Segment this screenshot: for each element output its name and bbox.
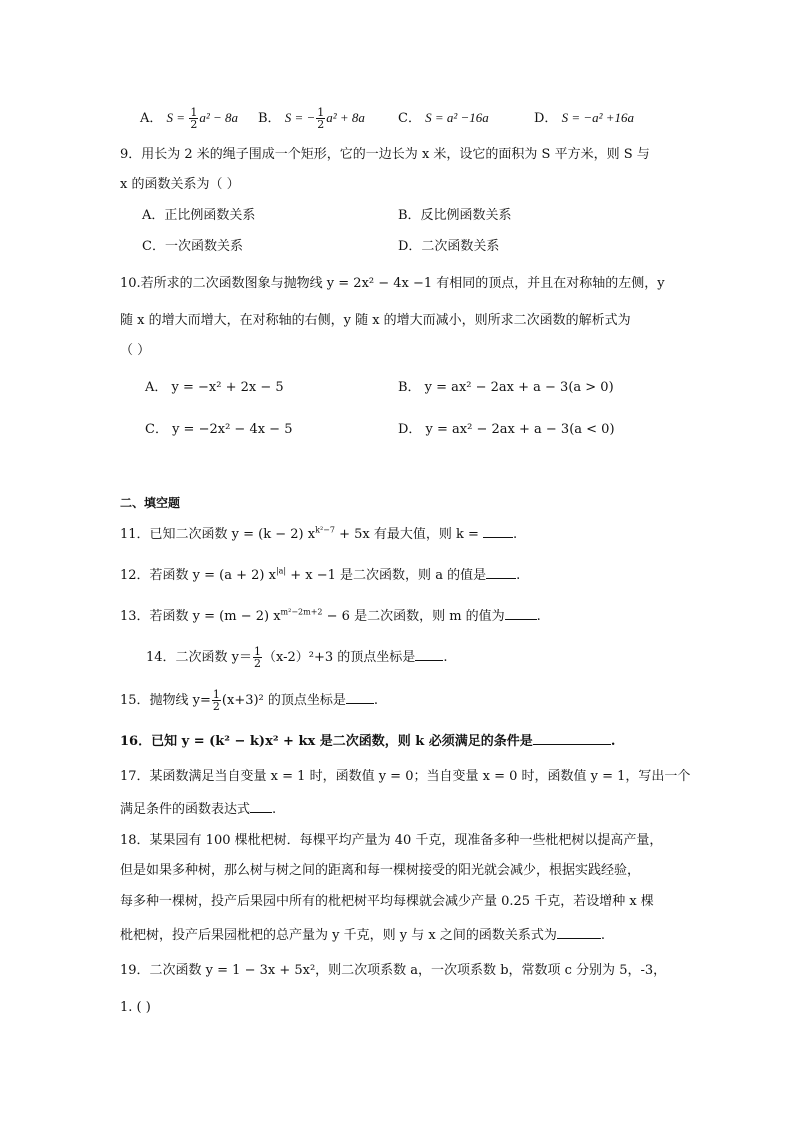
question-text: + 5x 有最大值，则 k = (334, 527, 484, 542)
question-text: (x+3)² 的顶点坐标是 (221, 693, 346, 708)
q9-line-2: x 的函数关系为（ ） (120, 177, 240, 192)
question-text: （x-2）²+3 的顶点坐标是 (263, 650, 416, 665)
answer-blank[interactable] (505, 607, 537, 620)
question-text: . (610, 734, 616, 749)
q8-options (140, 107, 660, 129)
fraction-denominator: 2 (212, 700, 220, 713)
answer-blank[interactable] (557, 926, 601, 939)
question-text: 枇杷树，投产后果园枇杷的总产量为 y 千克，则 y 与 x 之间的函数关系式为 (120, 928, 557, 943)
question-text: . (516, 568, 521, 583)
q10-line-3: （ ） (120, 343, 151, 358)
q18-line-1: 18．某果园有 100 棵枇杷树．每棵平均产量为 40 千克，现准备多种一些枇杷树以提高产量， (120, 833, 663, 848)
option-expr: S = (166, 110, 189, 125)
option-label: A． (140, 111, 163, 126)
q10-option-d: D． y = ax² − 2ax + a − 3(a < 0) (398, 422, 615, 437)
option-expr: S = − (284, 110, 316, 125)
question-text: 14．二次函数 y＝ (146, 650, 253, 665)
question-text: 15．抛物线 y= (120, 693, 211, 708)
fraction (316, 107, 325, 130)
option-expr: a² + 8a (326, 110, 365, 125)
q9-option-a: A．正比例函数关系 (142, 208, 256, 223)
q9-option-d: D．二次函数关系 (398, 239, 500, 254)
fraction-numerator: 1 (212, 688, 220, 701)
q9-option-b: B．反比例函数关系 (398, 208, 512, 223)
q19-line-1: 19．二次函数 y = 1 − 3x + 5x²，则二次项系数 a，一次项系数 b，常数项 c 分别为 5，-3， (120, 963, 667, 978)
q10-option-a: A． y = −x² + 2x − 5 (145, 380, 284, 395)
question-text: . (373, 693, 379, 708)
question-text: 满足条件的函数表达式 (120, 802, 251, 817)
option-expr: S = −a² +16a (561, 110, 635, 125)
answer-blank[interactable] (533, 732, 611, 745)
q10-line-1: 10.若所求的二次函数图象与抛物线 y = 2x² − 4x −1 有相同的顶点，并且在对称轴的左侧，y (120, 276, 665, 291)
q8-option-b (258, 107, 365, 130)
answer-blank[interactable] (483, 525, 513, 538)
question-text: . (536, 609, 541, 624)
exponent: |a| (275, 566, 287, 576)
question-text: 11．已知二次函数 y = (k − 2) x (120, 527, 316, 542)
fraction (189, 107, 198, 130)
fraction-numerator: 1 (317, 106, 325, 119)
fraction-numerator: 1 (254, 645, 262, 658)
answer-blank[interactable] (346, 691, 374, 704)
option-expr: a² − 8a (199, 110, 238, 125)
exponent: k²−7 (315, 525, 335, 535)
q14 (146, 646, 447, 669)
q8-option-d (534, 109, 634, 128)
answer-blank[interactable] (415, 648, 443, 661)
question-text: 16．已知 y = (k² − k)x² + kx 是二次函数，则 k 必须满足的条件是 (120, 734, 533, 749)
fraction-denominator: 2 (190, 118, 198, 131)
q9-option-c: C．一次函数关系 (142, 239, 243, 254)
q13 (120, 607, 541, 626)
option-label: D． (534, 111, 558, 126)
q15 (120, 689, 378, 712)
q18-line-3: 每多种一棵树，投产后果园中所有的枇杷树平均每棵就会减少产量 0.25 千克，若设增种 x 棵 (120, 894, 654, 909)
question-text: 12．若函数 y = (a + 2) x (120, 568, 276, 583)
q11 (120, 525, 517, 544)
fraction-denominator: 2 (317, 118, 325, 131)
section-title: 二、填空题 (120, 496, 181, 510)
q17-line-2 (120, 800, 276, 819)
q19-line-2: 1. ( ) (120, 1000, 151, 1015)
question-text: + x −1 是二次函数，则 a 的值是 (286, 568, 487, 583)
q17-line-1: 17．某函数满足当自变量 x = 1 时，函数值 y = 0；当自变量 x = 0 时，函数值 y = 1，写出一个 (120, 769, 691, 784)
exponent: m²−2m+2 (280, 607, 323, 617)
q8-option-c (398, 109, 489, 128)
q10-option-c: C． y = −2x² − 4x − 5 (145, 422, 293, 437)
q18-line-2: 但是如果多种树，那么树与树之间的距离和每一棵树接受的阳光就会减少，根据实践经验， (120, 863, 641, 878)
option-label: B． (258, 111, 281, 126)
question-text: 13．若函数 y = (m − 2) x (120, 609, 281, 624)
question-text: . (513, 527, 518, 542)
q8-option-a (140, 107, 238, 130)
q10-option-b: B． y = ax² − 2ax + a − 3(a > 0) (398, 380, 614, 395)
q18-line-4 (120, 926, 605, 945)
fraction (212, 689, 221, 712)
q12 (120, 566, 520, 585)
question-text: . (272, 802, 277, 817)
q16 (120, 732, 615, 751)
option-label: C． (398, 111, 421, 126)
answer-blank[interactable] (250, 800, 272, 813)
fraction-denominator: 2 (254, 657, 262, 670)
q10-line-2: 随 x 的增大而增大，在对称轴的右侧，y 随 x 的增大而减小，则所求二次函数的解析式为 (120, 313, 631, 328)
fraction (253, 646, 262, 669)
option-expr: S = a² −16a (425, 110, 489, 125)
q9-line-1: 9．用长为 2 米的绳子围成一个矩形，它的一边长为 x 米，设它的面积为 S 平方米，则 S 与 (120, 147, 650, 162)
fraction-numerator: 1 (190, 106, 198, 119)
question-text: . (600, 928, 605, 943)
answer-blank[interactable] (486, 566, 516, 579)
question-text: . (443, 650, 448, 665)
question-text: − 6 是二次函数，则 m 的值为 (322, 609, 505, 624)
